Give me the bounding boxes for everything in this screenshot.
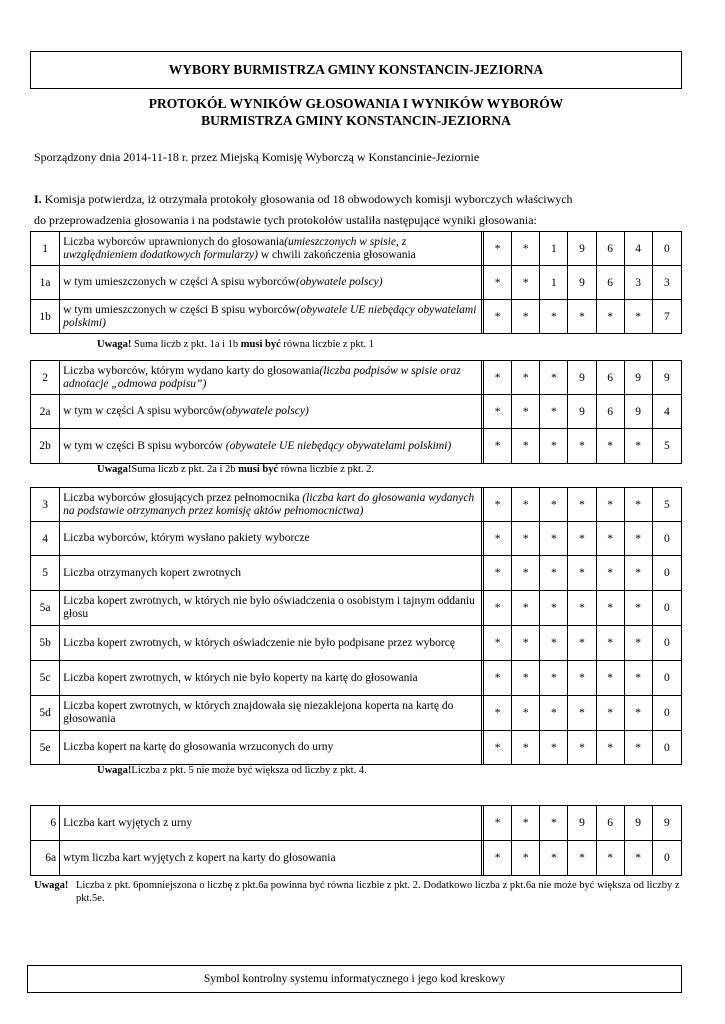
digit-cell: 7 [652, 300, 681, 334]
row-text: Liczba otrzymanych kopert zwrotnych [63, 566, 242, 579]
note-3 [97, 765, 367, 776]
digit-cell: 9 [652, 806, 681, 841]
intro-line2: do przeprowadzenia głosowania i na podstawie tych protokołów ustaliła następujące wyniki głosowania: [34, 213, 537, 227]
digit-cell: * [512, 661, 540, 696]
result-row [31, 731, 682, 765]
digit-cell: * [596, 429, 624, 464]
digit-cell: * [540, 488, 568, 522]
digit-cell: * [540, 841, 568, 876]
digit-cell: * [512, 696, 540, 731]
row-text: Liczba kopert zwrotnych, w których oświadczenie nie było podpisane przez wyborcę [63, 636, 455, 649]
digit-cell: * [540, 395, 568, 429]
digit-cell: 9 [624, 806, 652, 841]
digit-cell: * [484, 395, 512, 429]
row-number: 4 [31, 522, 60, 556]
digit-cell: 0 [652, 731, 681, 765]
row-description [60, 488, 482, 522]
row-text: wtym liczba kart wyjętych z kopert na karty do głosowania [63, 851, 336, 864]
digit-cell: * [540, 731, 568, 765]
digit-cell: * [484, 626, 512, 661]
digit-cell: 4 [624, 232, 652, 266]
digit-cell: * [540, 522, 568, 556]
row-description [60, 361, 482, 395]
row-number: 5c [31, 661, 60, 696]
row-description [60, 731, 482, 765]
row-number: 1 [31, 232, 60, 266]
results-table-1 [30, 231, 682, 334]
election-title-box [30, 51, 682, 89]
digit-cell: * [596, 556, 624, 591]
note-1-label: Uwaga! [97, 339, 132, 350]
row-number: 6 [31, 806, 60, 841]
digit-cell: * [568, 696, 596, 731]
digit-cell: * [624, 696, 652, 731]
digit-cell: * [484, 696, 512, 731]
digit-cell: * [624, 661, 652, 696]
digit-cell: 6 [596, 361, 624, 395]
digit-cell: * [624, 522, 652, 556]
row-text: Liczba kopert zwrotnych, w których znajdowała się niezaklejona koperta na kartę do głosowania [63, 700, 454, 725]
row-number: 5e [31, 731, 60, 765]
note-2 [97, 464, 374, 475]
digit-cell: * [512, 806, 540, 841]
digit-cell: * [568, 731, 596, 765]
digit-cell: 3 [624, 266, 652, 300]
result-row [31, 841, 682, 876]
digit-cell: 0 [652, 232, 681, 266]
row-number: 5b [31, 626, 60, 661]
row-description [60, 806, 482, 841]
digit-cell: 6 [596, 395, 624, 429]
digit-cell: * [484, 429, 512, 464]
result-row [31, 522, 682, 556]
result-row [31, 429, 682, 464]
digit-cell: * [484, 841, 512, 876]
digit-cell: 0 [652, 626, 681, 661]
row-text: w tym w części B spisu wyborców [63, 439, 226, 452]
digit-cell: * [484, 661, 512, 696]
digit-cell: * [596, 488, 624, 522]
result-row [31, 591, 682, 626]
digit-cell: * [596, 841, 624, 876]
digit-cell: * [512, 232, 540, 266]
note-2-text: Suma liczb z pkt. 2a i 2b [131, 464, 239, 475]
digit-cell: * [596, 591, 624, 626]
results-table-2 [30, 360, 682, 464]
result-row [31, 556, 682, 591]
digit-cell: 6 [596, 806, 624, 841]
note-2-label: Uwaga! [97, 464, 132, 475]
row-number: 5a [31, 591, 60, 626]
row-text-italic: (obywatele UE niebędący obywatelami polskimi) [225, 439, 452, 452]
digit-cell: 9 [568, 395, 596, 429]
protocol-heading-line2: BURMISTRZA GMINY KONSTANCIN-JEZIORNA [201, 113, 511, 128]
digit-cell: * [568, 556, 596, 591]
digit-cell: * [484, 361, 512, 395]
row-description [60, 841, 482, 876]
protocol-heading-line1: PROTOKÓŁ WYNIKÓW GŁOSOWANIA I WYNIKÓW WYBORÓW [148, 96, 564, 111]
note-2-emphasis: musi być [238, 464, 279, 475]
digit-cell: * [624, 488, 652, 522]
note-3-text: Liczba z pkt. 5 nie może być większa od liczby z pkt. 4. [131, 765, 367, 776]
row-text-after: w chwili zakończenia głosowania [258, 248, 416, 261]
note-4-text: Liczba z pkt. 6pomniejszona o liczbę z pkt.6a powinna być równa liczbie z pkt. 2. Dodatkowo liczba z pkt.6a nie może być większa od liczby z pkt.5e. [76, 880, 680, 904]
row-description [60, 522, 482, 556]
row-number: 1b [31, 300, 60, 334]
digit-cell: 6 [596, 232, 624, 266]
digit-cell: * [596, 522, 624, 556]
result-row [31, 395, 682, 429]
note-1 [97, 339, 374, 350]
digit-cell: * [512, 556, 540, 591]
digit-cell: * [512, 591, 540, 626]
digit-cell: * [540, 626, 568, 661]
digit-cell: 5 [652, 429, 681, 464]
row-text: Liczba kopert zwrotnych, w których nie było oświadczenia o osobistym i tajnym oddaniu głosu [63, 595, 475, 620]
digit-cell: * [512, 488, 540, 522]
row-text: Liczba wyborców, którym wydano karty do głosowania [63, 364, 320, 377]
digit-cell: 5 [652, 488, 681, 522]
digit-cell: * [568, 522, 596, 556]
digit-cell: * [624, 626, 652, 661]
digit-cell: * [512, 266, 540, 300]
row-number: 5 [31, 556, 60, 591]
note-2-text-end: równa liczbie z pkt. 2. [278, 464, 375, 475]
row-text-italic: (obywatele polscy) [222, 405, 309, 417]
row-description [60, 591, 482, 626]
digit-cell: 4 [652, 395, 681, 429]
digit-cell: * [512, 841, 540, 876]
digit-cell: * [484, 488, 512, 522]
digit-cell: 0 [652, 841, 681, 876]
row-text: Liczba wyborców uprawnionych do głosowania [63, 235, 285, 248]
digit-cell: * [484, 300, 512, 334]
intro-number: I. [34, 192, 42, 206]
row-number: 6a [31, 841, 60, 876]
protocol-heading [30, 95, 682, 129]
results-table-3 [30, 487, 682, 765]
note-4 [34, 879, 680, 905]
digit-cell: * [624, 731, 652, 765]
digit-cell: * [512, 522, 540, 556]
digit-cell: * [512, 731, 540, 765]
row-description [60, 300, 482, 334]
digit-cell: 9 [568, 232, 596, 266]
digit-cell: 6 [596, 266, 624, 300]
prepared-line: Sporządzony dnia 2014-11-18 r. przez Miejską Komisję Wyborczą w Konstancinie-Jeziornie [34, 150, 480, 164]
digit-cell: * [568, 626, 596, 661]
row-number: 1a [31, 266, 60, 300]
row-number: 3 [31, 488, 60, 522]
digit-cell: * [624, 429, 652, 464]
digit-cell: * [568, 429, 596, 464]
result-row [31, 661, 682, 696]
digit-cell: * [540, 556, 568, 591]
row-text: w tym w części A spisu wyborców [63, 405, 223, 417]
digit-cell: * [568, 591, 596, 626]
row-number: 2 [31, 361, 60, 395]
election-title: WYBORY BURMISTRZA GMINY KONSTANCIN-JEZIORNA [168, 62, 544, 77]
digit-cell: 0 [652, 556, 681, 591]
digit-cell: * [512, 395, 540, 429]
row-description [60, 232, 482, 266]
result-row [31, 266, 682, 300]
row-description [60, 661, 482, 696]
digit-cell: * [512, 361, 540, 395]
digit-cell: * [540, 300, 568, 334]
digit-cell: 9 [652, 361, 681, 395]
row-description [60, 626, 482, 661]
result-row [31, 232, 682, 266]
digit-cell: 3 [652, 266, 681, 300]
digit-cell: * [568, 488, 596, 522]
row-text: Liczba wyborców, którym wysłano pakiety wyborcze [63, 532, 310, 544]
row-text: Liczba kart wyjętych z urny [63, 816, 193, 829]
digit-cell: * [596, 661, 624, 696]
row-description [60, 266, 482, 300]
digit-cell: 9 [568, 266, 596, 300]
row-text-italic: (obywatele polscy) [295, 276, 383, 288]
digit-cell: * [484, 731, 512, 765]
digit-cell: * [568, 841, 596, 876]
digit-cell: * [568, 661, 596, 696]
digit-cell: * [484, 266, 512, 300]
note-1-text: Suma liczb z pkt. 1a i 1b [131, 339, 241, 350]
row-description [60, 395, 482, 429]
digit-cell: * [624, 556, 652, 591]
row-description [60, 556, 482, 591]
digit-cell: 0 [652, 522, 681, 556]
digit-cell: * [484, 232, 512, 266]
digit-cell: * [512, 300, 540, 334]
row-text-italic: (umieszczonych w spisie, z uwzględnieniem dodatkowych formularzy) [63, 235, 407, 261]
row-number: 5d [31, 696, 60, 731]
digit-cell: * [484, 591, 512, 626]
digit-cell: * [540, 361, 568, 395]
row-text: Liczba kopert zwrotnych, w których nie było koperty na kartę do głosowania [63, 671, 418, 684]
row-text: w tym umieszczonych w części A spisu wyborców [63, 276, 296, 288]
digit-cell: * [596, 626, 624, 661]
digit-cell: * [540, 591, 568, 626]
digit-cell: 9 [568, 806, 596, 841]
digit-cell: * [624, 300, 652, 334]
row-text-italic: (obywatele UE niebędący obywatelami polskimi) [63, 303, 477, 329]
digit-cell: * [624, 591, 652, 626]
digit-cell: * [596, 300, 624, 334]
digit-cell: * [596, 696, 624, 731]
result-row [31, 806, 682, 841]
row-description [60, 429, 482, 464]
row-text-italic: (liczba podpisów w spisie oraz adnotacje „odmowa podpisu”) [63, 364, 461, 390]
control-symbol-box [27, 965, 682, 993]
digit-cell: 9 [624, 361, 652, 395]
digit-cell: * [484, 522, 512, 556]
digit-cell: * [540, 696, 568, 731]
digit-cell: 1 [540, 266, 568, 300]
digit-cell: 0 [652, 661, 681, 696]
result-row [31, 361, 682, 395]
digit-cell: 9 [568, 361, 596, 395]
digit-cell: * [512, 626, 540, 661]
digit-cell: * [540, 806, 568, 841]
row-text-italic: (liczba kart do głosowania wydanych na podstawie otrzymanych przez komisję aktów pełnomocnictwa) [63, 491, 475, 517]
note-1-emphasis: musi być [240, 339, 281, 350]
intro-text1: Komisja potwierdza, iż otrzymała protokoły głosowania od 18 obwodowych komisji wyborczych właściwych [44, 192, 573, 206]
digit-cell: * [512, 429, 540, 464]
digit-cell: * [596, 731, 624, 765]
result-row [31, 300, 682, 334]
row-number: 2a [31, 395, 60, 429]
note-4-label: Uwaga! [34, 880, 69, 891]
result-row [31, 488, 682, 522]
control-symbol-label: Symbol kontrolny systemu informatycznego i jego kod kreskowy [203, 973, 506, 985]
digit-cell: * [484, 556, 512, 591]
digit-cell: * [568, 300, 596, 334]
row-number: 2b [31, 429, 60, 464]
digit-cell: * [624, 841, 652, 876]
digit-cell: * [540, 661, 568, 696]
row-text: Liczba kopert na kartę do głosowania wrzuconych do urny [63, 741, 334, 753]
result-row [31, 696, 682, 731]
note-3-label: Uwaga! [97, 765, 132, 776]
row-description [60, 696, 482, 731]
digit-cell: 0 [652, 591, 681, 626]
digit-cell: 0 [652, 696, 681, 731]
row-text: Liczba wyborców głosujących przez pełnomocnika [63, 491, 303, 504]
note-1-text-end: równa liczbie z pkt. 1 [280, 339, 375, 350]
row-text: w tym umieszczonych w części B spisu wyborców [63, 303, 297, 316]
results-table-4 [30, 805, 682, 876]
intro-line1 [34, 191, 573, 207]
digit-cell: 1 [540, 232, 568, 266]
result-row [31, 626, 682, 661]
digit-cell: * [484, 806, 512, 841]
digit-cell: * [540, 429, 568, 464]
digit-cell: 9 [624, 395, 652, 429]
